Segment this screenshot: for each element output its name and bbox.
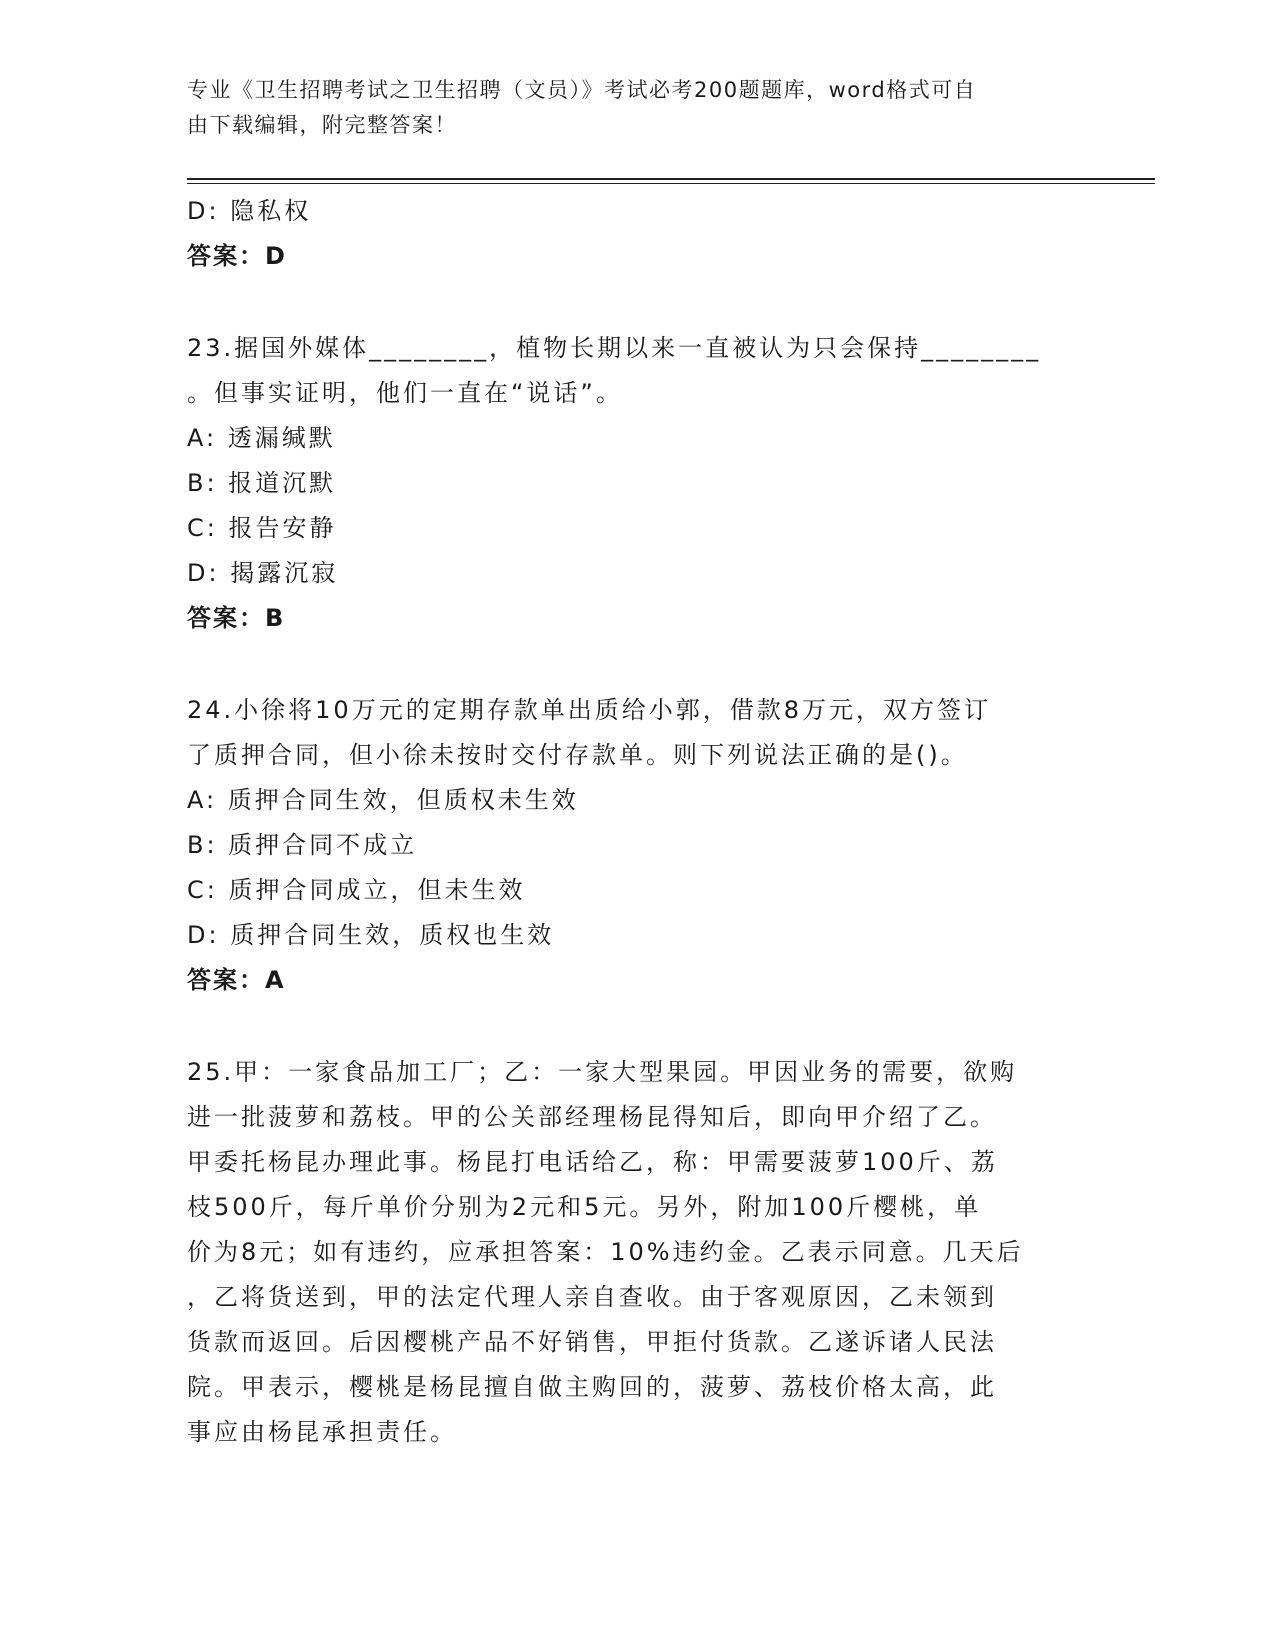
question-stem-line: 院。甲表示，樱桃是杨昆擅自做主购回的，菠萝、荔枝价格太高，此 xyxy=(187,1373,997,1401)
question-spacer xyxy=(187,279,1067,326)
question-stem-line: 甲委托杨昆办理此事。杨昆打电话给乙，称：甲需要菠萝100斤、荔 xyxy=(187,1148,998,1176)
question-stem-line: 24.小徐将10万元的定期存款单出质给小郭，借款8万元，双方签订 xyxy=(187,696,991,724)
question-22 xyxy=(187,189,1067,279)
answer-line: 答案：B xyxy=(187,604,286,632)
header-title-line-1: 专业《卫生招聘考试之卫生招聘（文员）》考试必考200题题库，word格式可自 xyxy=(187,78,977,102)
option-d: D: 揭露沉寂 xyxy=(187,559,339,587)
answer-line: 答案：A xyxy=(187,966,286,994)
question-content xyxy=(187,189,1067,1455)
document-header xyxy=(187,73,1067,143)
question-stem-line: 进一批菠萝和荔枝。甲的公关部经理杨昆得知后，即向甲介绍了乙。 xyxy=(187,1103,997,1131)
option-c: C: 质押合同成立，但未生效 xyxy=(187,876,526,904)
question-stem-line: ，乙将货送到，甲的法定代理人亲自查收。由于客观原因，乙未领到 xyxy=(187,1283,997,1311)
question-spacer xyxy=(187,641,1067,688)
question-25 xyxy=(187,1050,1067,1455)
option-a: A: 透漏缄默 xyxy=(187,424,336,452)
option-a: A: 质押合同生效，但质权未生效 xyxy=(187,786,579,814)
header-divider-thin xyxy=(187,183,1155,184)
question-stem-line: 货款而返回。后因樱桃产品不好销售，甲拒付货款。乙遂诉诸人民法 xyxy=(187,1328,997,1356)
question-stem-line: 。但事实证明，他们一直在“说话”。 xyxy=(187,379,623,407)
option-d: D: 隐私权 xyxy=(187,197,312,225)
question-stem-line: 枝500斤，每斤单价分别为2元和5元。另外，附加100斤樱桃，单 xyxy=(187,1193,982,1221)
answer-line: 答案：D xyxy=(187,242,287,270)
question-stem-line: 25.甲：一家食品加工厂；乙：一家大型果园。甲因业务的需要，欲购 xyxy=(187,1058,1018,1086)
option-b: B: 质押合同不成立 xyxy=(187,831,418,859)
question-spacer xyxy=(187,1003,1067,1050)
question-23 xyxy=(187,326,1067,641)
option-d: D: 质押合同生效，质权也生效 xyxy=(187,921,555,949)
question-stem-line: 价为8元；如有违约，应承担答案：10%违约金。乙表示同意。几天后 xyxy=(187,1238,1024,1266)
question-stem-line: 了质押合同，但小徐未按时交付存款单。则下列说法正确的是()。 xyxy=(187,741,968,769)
question-24 xyxy=(187,688,1067,1003)
header-divider-thick xyxy=(187,178,1155,180)
question-stem-line: 23.据国外媒体________，植物长期以来一直被认为只会保持________ xyxy=(187,334,1042,362)
option-b: B: 报道沉默 xyxy=(187,469,337,497)
header-title-line-2: 由下载编辑，附完整答案！ xyxy=(187,113,457,137)
option-c: C: 报告安静 xyxy=(187,514,337,542)
question-stem-line: 事应由杨昆承担责任。 xyxy=(187,1418,457,1446)
